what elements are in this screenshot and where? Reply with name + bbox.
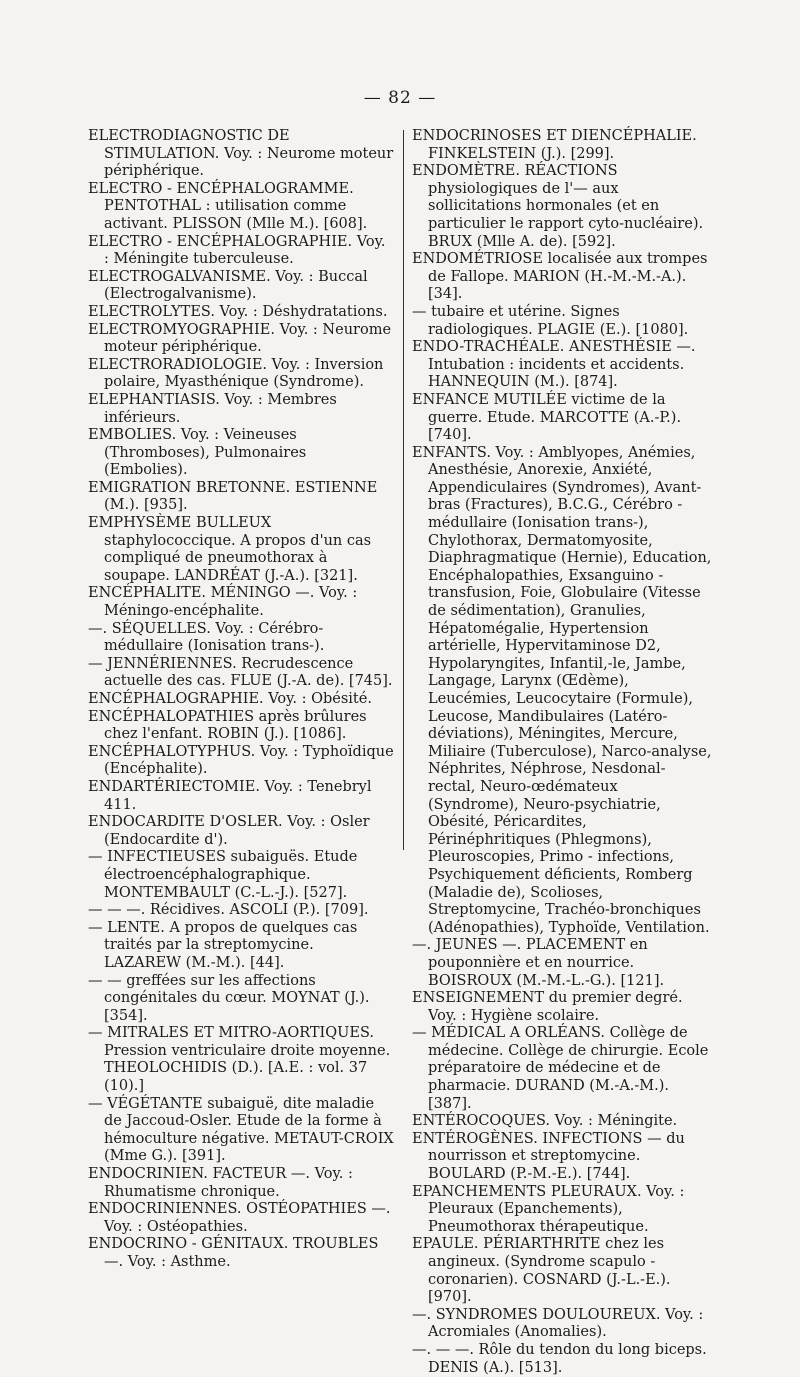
index-entry: ENDO-TRACHÉALE. ANESTHÉSIE —. Intubation : incidents et accidents. HANNEQUIN (M.). [874]. xyxy=(412,339,696,391)
index-entry: ELECTRO - ENCÉPHALOGRAPHIE. Voy. : Méningite tuberculeuse. xyxy=(88,233,386,268)
index-entry: EPAULE. PÉRIARTHRITE chez les angineux. (Syndrome scapulo - coronarien). COSNARD (J.-L.-E.). [970]. xyxy=(412,1236,671,1306)
index-entry: EPANCHEMENTS PLEURAUX. Voy. : Pleuraux (Epanchements), Pneumothorax thérapeutique. xyxy=(412,1183,685,1235)
index-entry: ENDARTÉRIECTOMIE. Voy. : Tenebryl 411. xyxy=(88,778,372,813)
index-entry: ENCÉPHALOTYPHUS. Voy. : Typhoïdique (Encéphalite). xyxy=(88,743,394,778)
index-entry: ENTÉROCOQUES. Voy. : Méningite. xyxy=(412,1113,678,1130)
index-entry: ELECTROMYOGRAPHIE. Voy. : Neurome moteur périphérique. xyxy=(88,321,392,356)
index-entry: ELECTRORADIOLOGIE. Voy. : Inversion polaire, Myasthénique (Syndrome). xyxy=(88,356,384,391)
index-entry: — — —. Récidives. ASCOLI (P.). [709]. xyxy=(88,902,369,919)
index-entry: ENDOCRINIENNES. OSTÉOPATHIES —. Voy. : Ostéopathies. xyxy=(88,1201,391,1235)
index-entry: ENDOMÉTRIOSE localisée aux trompes de Fallope. MARION (H.-M.-M.-A.). [34]. xyxy=(412,251,708,303)
index-entry: ENFANCE MUTILÉE victime de la guerre. Etude. MARCOTTE (A.-P.). [740]. xyxy=(412,391,682,444)
index-entry: EMIGRATION BRETONNE. ESTIENNE (M.). [935]. xyxy=(88,479,378,514)
index-entry: — VÉGÉTANTE subaiguë, dite maladie de Jaccoud-Osler. Etude de la forme à hémoculture négative. METAUT-CROIX (Mme G.). [391]. xyxy=(88,1095,394,1165)
index-entry: ENDOMÈTRE. RÉACTIONS physiologiques de l'— aux sollicitations hormonales (et en particulier le rapport cyto-nucléaire). BRUX (Mlle A. de). [592]. xyxy=(412,163,704,250)
index-entry: ENDOCRINO - GÉNITAUX. TROUBLES —. Voy. : Asthme. xyxy=(88,1236,379,1270)
index-entry: —. — —. Rôle du tendon du long biceps. DENIS (A.). [513]. xyxy=(412,1341,707,1376)
index-entry: EMPHYSÈME BULLEUX staphylococcique. A propos d'un cas compliqué de pneumothorax à soupape. LANDRÉAT (J.-A.). [321]. xyxy=(88,515,372,584)
index-entry: ENDOCARDITE D'OSLER. Voy. : Osler (Endocardite d'). xyxy=(88,814,370,848)
index-entry: ENCÉPHALOPATHIES après brûlures chez l'enfant. ROBIN (J.). [1086]. xyxy=(88,708,367,743)
index-entry: — MITRALES ET MITRO-AORTIQUES. Pression ventriculaire droite moyenne. THEOLOCHIDIS (D.). [A.E. : vol. 37 (10).] xyxy=(88,1025,391,1095)
index-entry: —. SÉQUELLES. Voy. : Cérébro-médullaire (Ionisation trans-). xyxy=(88,620,325,655)
index-entry: — — greffées sur les affections congénitales du cœur. MOYNAT (J.). [354]. xyxy=(88,972,370,1024)
index-entry: ELEPHANTIASIS. Voy. : Membres inférieurs. xyxy=(88,391,337,426)
index-entry: — LENTE. A propos de quelques cas traités par la streptomycine. LAZAREW (M.-M.). [44]. xyxy=(88,919,358,971)
index-entry: — MÉDICAL A ORLÉANS. Collège de médecine. Collège de chirurgie. Ecole préparatoire de médecine et de pharmacie. DURAND (M.-A.-M.). [387]. xyxy=(412,1025,709,1112)
index-entry: ENDOCRINOSES ET DIENCÉPHALIE. FINKELSTEIN (J.). [299]. xyxy=(412,128,697,162)
index-entry: ELECTRO - ENCÉPHALOGRAMME. PENTOTHAL : utilisation comme activant. PLISSON (Mlle M.). [608]. xyxy=(88,180,368,232)
index-entry: —. JEUNES —. PLACEMENT en pouponnière et en nourrice. BOISROUX (M.-M.-L.-G.). [121]. xyxy=(412,937,665,989)
index-entry: ELECTROGALVANISME. Voy. : Buccal (Electrogalvanisme). xyxy=(88,268,368,303)
right-column xyxy=(412,128,712,1377)
index-entry: ENCÉPHALITE. MÉNINGO —. Voy. : Méningo-encéphalite. xyxy=(88,585,358,620)
index-entry: ENFANTS. Voy. : Amblyopes, Anémies, Anesthésie, Anorexie, Anxiété, Appendiculaires (Syndromes), Avant-bras (Fractures), B.C.G., Cérébro - médullaire (Ionisation trans-), Chylothorax, Dermatomyosite, Diaphragmatique (Hernie), Education, Encéphalopathies, Exsanguino - transfusion, Foie, Globulaire (Vitesse de sédimentation), Granulies, Hépatomégalie, Hypertension artérielle, Hypervitaminose D2, Hypolaryngites, Infantil,-le, Jambe, Langage, Larynx (Œdème), Leucémies, Leucocytaire (Formule), Leucose, Mandibulaires (Latéro-déviations), Méningites, Mercure, Miliaire (Tuberculose), Narco-analyse, Néphrites, Néphrose, Nesdonal-rectal, Neuro-œdémateux (Syndrome), Neuro-psychiatrie, Obésité, Péricardites, Périnéphritiques (Phlegmons), Pleuroscopies, Primo - infections, Psychiquement déficients, Romberg (Maladie de), Scolioses, Streptomycine, Trachéo-bronchiques (Adénopathies), Typhoïde, Ventilation. xyxy=(412,444,712,936)
index-entry: ELECTRODIAGNOSTIC DE STIMULATION. Voy. : Neurome moteur périphérique. xyxy=(88,128,394,180)
index-entry: EMBOLIES. Voy. : Veineuses (Thromboses), Pulmonaires (Embolies). xyxy=(88,427,307,479)
index-entry: ELECTROLYTES. Voy. : Déshydratations. xyxy=(88,303,388,320)
column-divider xyxy=(403,130,404,850)
index-entry: ENCÉPHALOGRAPHIE. Voy. : Obésité. xyxy=(88,691,372,707)
index-entry: ENTÉROGÈNES. INFECTIONS — du nourrisson et streptomycine. BOULARD (P.-M.-E.). [744]. xyxy=(412,1130,685,1183)
index-entry: — tubaire et utérine. Signes radiologiques. PLAGIE (E.). [1080]. xyxy=(412,303,689,338)
index-entry: ENDOCRINIEN. FACTEUR —. Voy. : Rhumatisme chronique. xyxy=(88,1166,353,1200)
left-column xyxy=(88,128,394,1272)
index-entry: — INFECTIEUSES subaiguës. Etude électroencéphalographique. MONTEMBAULT (C.-L.-J.). [527]. xyxy=(88,849,358,901)
index-entry: —. SYNDROMES DOULOUREUX. Voy. : Acromiales (Anomalies). xyxy=(412,1306,704,1341)
page-number: — 82 — xyxy=(363,88,437,108)
index-entry: ENSEIGNEMENT du premier degré. Voy. : Hygiène scolaire. xyxy=(412,990,683,1024)
index-entry: — JENNÉRIENNES. Recrudescence actuelle des cas. FLUE (J.-A. de). [745]. xyxy=(88,655,393,690)
